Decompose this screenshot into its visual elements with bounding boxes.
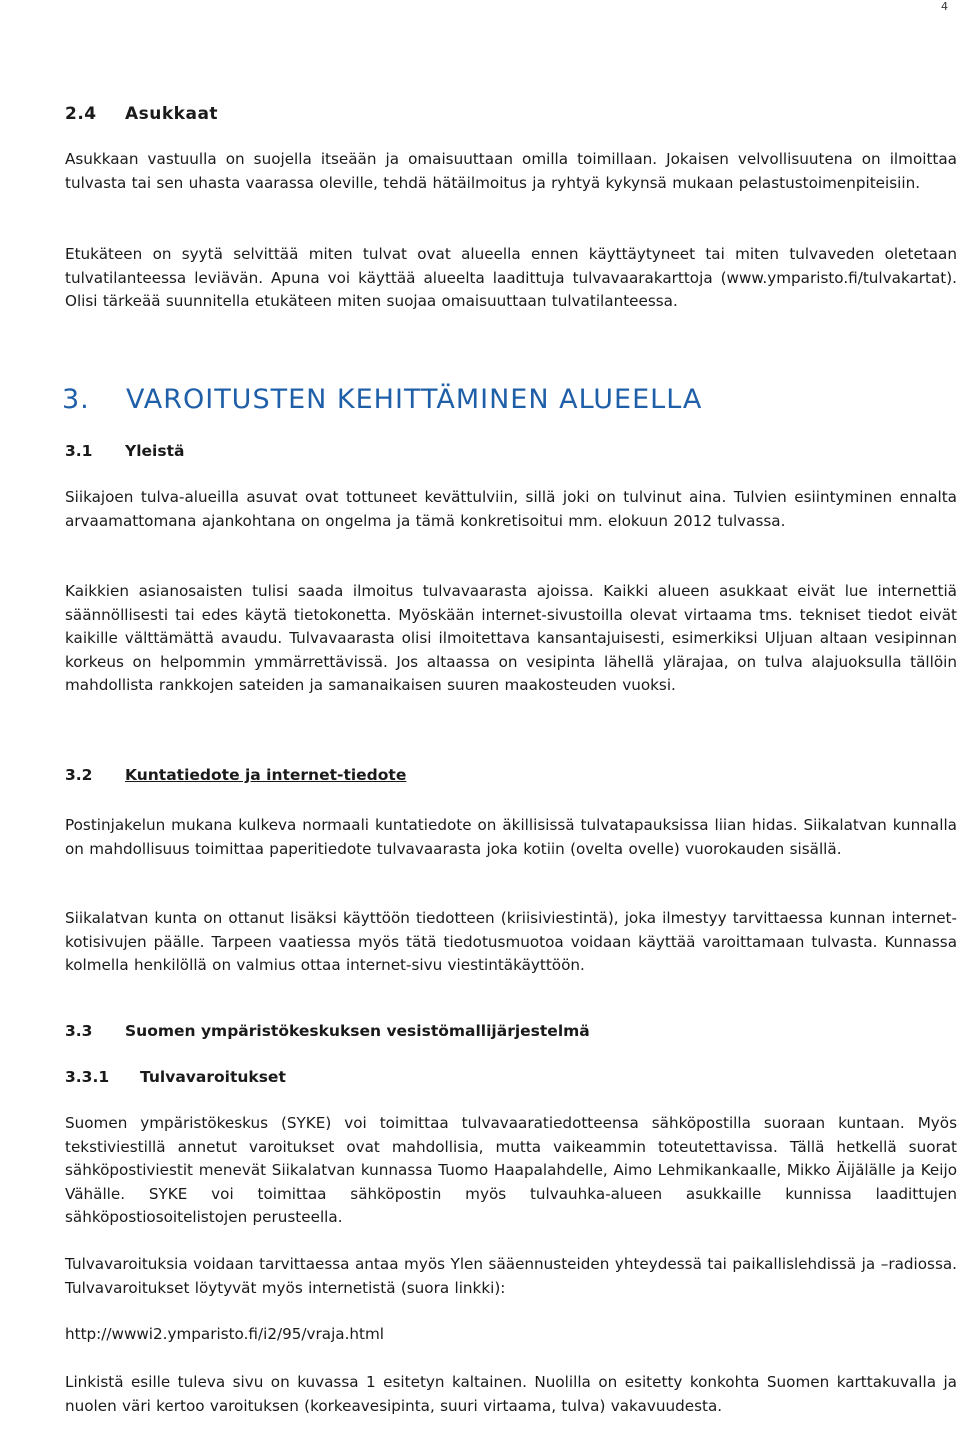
heading-title: Suomen ympäristökeskuksen vesistömallijärjestelmä xyxy=(125,1022,590,1040)
paragraph: Siikalatvan kunta on ottanut lisäksi käyttöön tiedotteen (kriisiviestintä), joka ilmestyy tarvittaessa kunnan internet-kotisivujen päälle. Tarpeen vaatiessa myös tätä tiedotusmuotoa voidaan käyttää varoittamaan tulvasta. Kunnassa kolmella henkilöllä on valmius ottaa internet-sivu viestintäkäyttöön. xyxy=(65,909,957,974)
heading-number: 3.2 xyxy=(65,766,93,784)
url-link[interactable]: http://wwwi2.ymparisto.fi/i2/95/vraja.html xyxy=(65,1325,385,1343)
paragraph: Kaikkien asianosaisten tulisi saada ilmoitus tulvavaarasta ajoissa. Kaikki alueen asukkaat eivät lue internettiä säännöllisesti tai edes käytä tietokonetta. Myöskään internet-sivustoilla olevat virtaama tms. tekniset tiedot eivät kaikille välttämättä avaudu. Tulvavaarasta olisi ilmoitettava kansantajuisesti, esimerkiksi Uljuan altaan vesipinnan korkeus on helpommin ymmärrettävissä. Jos altaassa on vesipinta lähellä ylärajaa, on tulva alajuoksulla tällöin mahdollista rankkojen sateiden ja samanaikaisen suuren maakosteuden vuoksi. xyxy=(65,582,957,694)
heading-title: Asukkaat xyxy=(125,104,219,124)
heading-2-4 xyxy=(65,104,218,124)
heading-title: Kuntatiedote ja internet-tiedote xyxy=(125,766,407,784)
heading-number: 3.3.1 xyxy=(65,1068,110,1086)
paragraph: Linkistä esille tuleva sivu on kuvassa 1 esitetyn kaltainen. Nuolilla on esitetty konkohta Suomen karttakuvalla ja nuolen väri kertoo varoituksen (korkeavesipinta, suuri virtaama, tulva) vakavuudesta. xyxy=(65,1373,957,1415)
paragraph: Tulvavaroituksia voidaan tarvittaessa antaa myös Ylen sääennusteiden yhteydessä tai paikallislehdissä ja –radiossa. Tulvavaroitukset löytyvät myös internetistä (suora linkki): xyxy=(65,1255,957,1297)
paragraph: Asukkaan vastuulla on suojella itseään ja omaisuuttaan omilla toimillaan. Jokaisen velvollisuutena on ilmoittaa tulvasta tai sen uhasta vaarassa oleville, tehdä hätäilmoitus ja ryhtyä kykynsä mukaan pelastustoimenpiteisiin. xyxy=(65,150,957,192)
heading-title: VAROITUSTEN KEHITTÄMINEN ALUEELLA xyxy=(126,384,703,415)
heading-3-3 xyxy=(65,1022,590,1040)
heading-3 xyxy=(62,384,702,415)
paragraph: Siikajoen tulva-alueilla asuvat ovat tottuneet kevättulviin, sillä joki on tulvinut aina. Tulvien esiintyminen ennalta arvaamattomana ajankohtana on ongelma ja tämä konkretisoitui mm. elokuun 2012 tulvassa. xyxy=(65,488,957,530)
heading-number: 2.4 xyxy=(65,104,97,124)
page-number: 4 xyxy=(941,0,948,13)
heading-3-2 xyxy=(65,766,406,784)
heading-3-1 xyxy=(65,442,184,460)
heading-3-3-1 xyxy=(65,1068,286,1086)
heading-number: 3.1 xyxy=(65,442,93,460)
heading-number: 3.3 xyxy=(65,1022,93,1040)
heading-number: 3. xyxy=(62,384,90,415)
paragraph: Postinjakelun mukana kulkeva normaali kuntatiedote on äkillisissä tulvatapauksissa liian hidas. Siikalatvan kunnalla on mahdollisuus toimittaa paperitiedote tulvavaarasta joka kotiin (ovelta ovelle) vuorokauden sisällä. xyxy=(65,816,957,858)
heading-title: Yleistä xyxy=(125,442,185,460)
heading-title: Tulvavaroitukset xyxy=(140,1068,286,1086)
paragraph: Etukäteen on syytä selvittää miten tulvat ovat alueella ennen käyttäytyneet tai miten tulvaveden oletetaan tulvatilanteessa leviävän. Apuna voi käyttää alueelta laadittuja tulvavaarakarttoja (www.ymparisto.fi/tulvakartat). Olisi tärkeää suunnitella etukäteen miten suojaa omaisuuttaan tulvatilanteessa. xyxy=(65,245,957,310)
paragraph: Suomen ympäristökeskus (SYKE) voi toimittaa tulvavaaratiedotteensa sähköpostilla suoraan kuntaan. Myös tekstiviestillä annetut varoitukset ovat mahdollisia, mutta vaikeammin toteutettavissa. Tällä hetkellä suorat sähköpostiviestit menevät Siikalatvan kunnassa Tuomo Haapalahdelle, Aimo Lehmikankaalle, Mikko Äijälälle ja Keijo Vähälle. SYKE voi toimittaa sähköpostin myös tulvauhka-alueen asukkaille kunnissa laadittujen sähköpostiosoitelistojen perusteella. xyxy=(65,1114,957,1226)
